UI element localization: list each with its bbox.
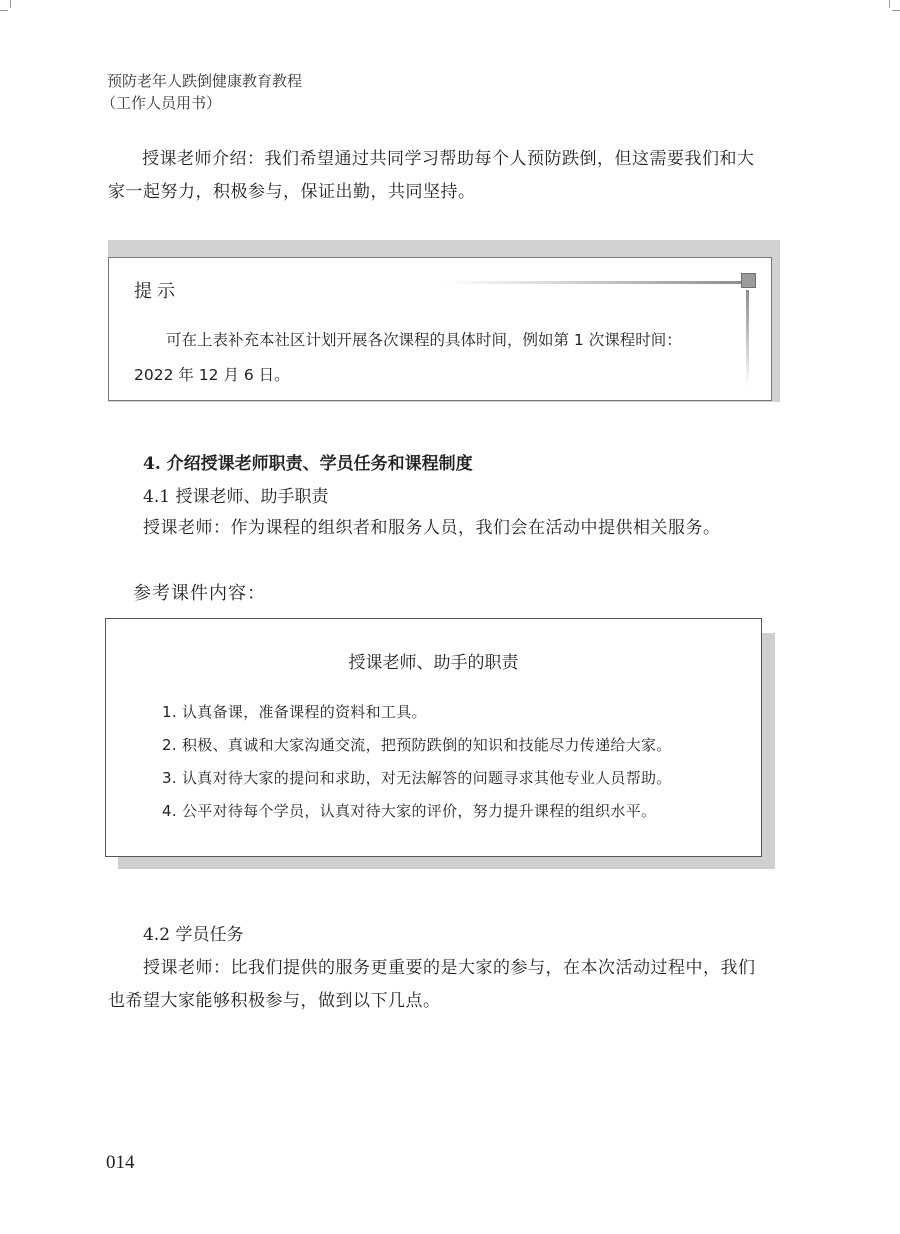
section-4-1-text: 授课老师：作为课程的组织者和服务人员，我们会在活动中提供相关服务。 <box>143 518 721 538</box>
intro-line-2: 家一起努力，积极参与，保证出勤，共同坚持。 <box>108 182 476 202</box>
tip-decoration-square <box>741 273 756 288</box>
list-item: 1. 认真备课，准备课程的资料和工具。 <box>162 703 427 721</box>
section-4-2-paragraph <box>108 952 756 1018</box>
list-item: 2. 积极、真诚和大家沟通交流，把预防跌倒的知识和技能尽力传递给大家。 <box>162 736 672 754</box>
list-item: 4. 公平对待每个学员，认真对待大家的评价，努力提升课程的组织水平。 <box>162 802 657 820</box>
book-title: 预防老年人跌倒健康教育教程 <box>107 72 303 90</box>
running-header <box>101 70 303 114</box>
intro-paragraph <box>108 143 755 209</box>
section-4-2-line-1: 授课老师：比我们提供的服务更重要的是大家的参与，在本次活动过程中，我们 <box>143 958 756 978</box>
section-4-1-heading: 4.1 授课老师、助手职责 <box>143 487 329 507</box>
crop-mark-top-left-h <box>0 10 8 11</box>
crop-mark-top-right-h <box>892 10 900 11</box>
tip-body <box>134 323 682 393</box>
page-number: 014 <box>106 1152 135 1173</box>
duty-list <box>162 696 672 828</box>
duty-box-title: 授课老师、助手的职责 <box>348 653 519 673</box>
tip-line-1: 可在上表补充本社区计划开展各次课程的具体时间，例如第 1 次课程时间： <box>166 331 682 349</box>
section-4-heading: 4. 介绍授课老师职责、学员任务和课程制度 <box>143 454 473 474</box>
list-item: 3. 认真对待大家的提问和求助，对无法解答的问题寻求其他专业人员帮助。 <box>162 769 672 787</box>
intro-line-1: 授课老师介绍：我们希望通过共同学习帮助每个人预防跌倒，但这需要我们和大 <box>142 149 755 169</box>
tip-decoration-vertical-line <box>746 290 749 386</box>
tip-title: 提示 <box>134 281 180 302</box>
courseware-label: 参考课件内容： <box>133 583 266 604</box>
book-subtitle: （工作人员用书） <box>101 94 222 112</box>
tip-decoration-line <box>445 281 743 284</box>
crop-mark-top-left <box>10 0 11 8</box>
crop-mark-top-right <box>889 0 890 8</box>
section-4-2-heading: 4.2 学员任务 <box>143 925 244 945</box>
section-4-2-line-2: 也希望大家能够积极参与，做到以下几点。 <box>108 991 441 1011</box>
tip-line-2: 2022 年 12 月 6 日。 <box>134 366 290 384</box>
